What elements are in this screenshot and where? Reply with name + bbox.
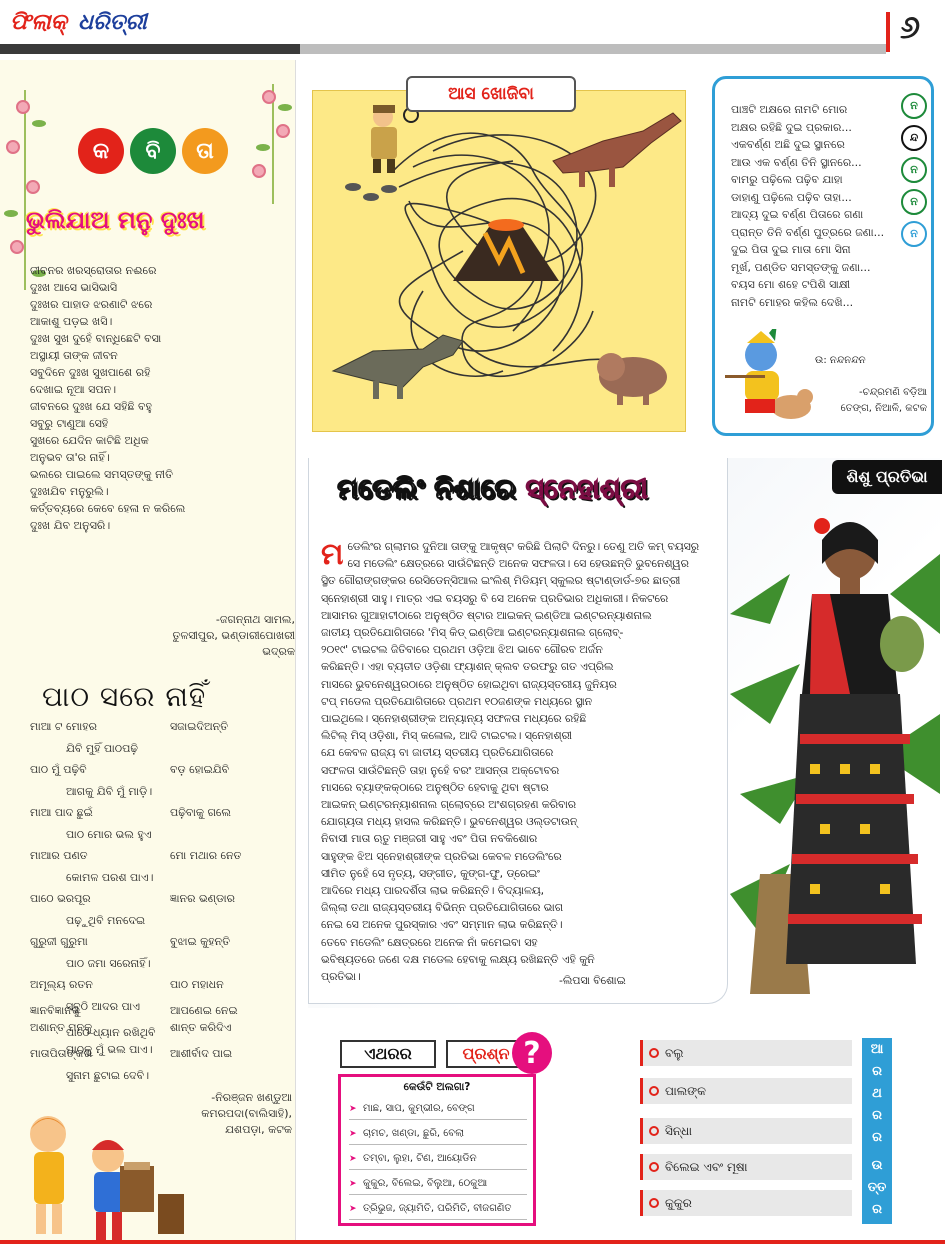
poem-author-address: ତୁଳସୀପୁର, ଭଣ୍ଡାରୀପୋଖରୀ [172, 629, 295, 642]
feature-line: ମାସରେ ବ୍ୟାଙ୍କକ୍‌ଠାରେ ଅନୁଷ୍ଠିତ ହେବାକୁ ଥିବା ଷ୍ଟାର [321, 780, 549, 794]
feature-title [337, 472, 648, 506]
footer-rule [0, 1240, 945, 1244]
feature-line: ତେବେ ମଡେଲିଂ କ୍ଷେତ୍ରରେ ଅନେକ ନାଁ କମେଇବା ସହ [321, 935, 538, 949]
feature-line: ଭବିଷ୍ୟତରେ ଜଣେ ଦକ୍ଷ ମଡେଲ ହେବାକୁ ଲକ୍ଷ୍ୟ ରଖିଛନ୍ତି ଏହି କୁନି [321, 952, 595, 966]
poem2-line: ଶାନ୍ତ କରିଦିଏ [170, 1021, 232, 1034]
logo-text-part2: ଧରିତ୍ରୀ [78, 10, 147, 35]
maze-puzzle [312, 90, 686, 432]
poem2-line: ବୁଝାଇ କୁହନ୍ତି [170, 935, 231, 948]
quiz-option: ➤ ତ୍ରିଭୁଜ, ଜ୍ୟାମିତି, ପରିମିତି, ବୀଜଗଣିତ [349, 1199, 527, 1220]
maze-title-box [406, 76, 576, 112]
riddle-line: ମୂର୍ଖ, ପଣ୍ଡିତ ସମସ୍ତଙ୍କୁ ଜଣା... [731, 260, 871, 274]
poem2-line: ଜ୍ଞାନବିଜ୍ଞାନକୁ [30, 1004, 80, 1017]
answer-bullet-icon [649, 1086, 659, 1096]
answers-side-label [862, 1038, 892, 1224]
quiz-option: ➤ ମାଛ, ସାପ, କୁମ୍ଭୀର, ବେଙ୍ଗ [349, 1099, 527, 1120]
poem2-line: ପାଠ ମୁଁ ପଢ଼ିବି [30, 763, 87, 776]
feature-line: ଡେଲିଂର ଗ୍ଲାମର ଦୁନିଆ ତାଙ୍କୁ ଆକୃଷ୍ଟ କରିଛି ପିଲାଟି ଦିନରୁ। ତେଣୁ ଅତି କମ୍ ବୟସରୁ [347, 540, 699, 553]
side-letter: ର [872, 1130, 882, 1145]
question-mark-icon: ? [512, 1032, 552, 1074]
answer-item [640, 1078, 852, 1104]
feature-line: ଯେ କେବଳ ରାଜ୍ୟ ବା ଜାତୀୟ ସ୍ତରୀୟ ପ୍ରତିଯୋଗିତାରେ [321, 746, 554, 760]
quiz-header-label: ଏଥରର [340, 1040, 436, 1068]
poem2-line: ଆପଣେଇ ନେଇ [170, 1004, 238, 1017]
poem-author [130, 612, 295, 660]
quiz-box [338, 1074, 536, 1226]
feature-line: ଆଦିରେ ମଧ୍ୟ ପାରଦର୍ଶିତା ଲାଭ କରିଛନ୍ତି। ବିଦ୍ୟାଳୟ, [321, 884, 545, 898]
quiz-header-prashna: ପ୍ରଶ୍ନ [446, 1040, 526, 1068]
riddle-letter: ନ୍ଦ [901, 125, 927, 151]
poem2-author [126, 1090, 292, 1138]
quiz-question: କେଉଁଟି ଅଲଗା? [403, 1081, 471, 1093]
maze-title: ଆସ ଖୋଜିବା [448, 84, 534, 104]
riddle-line: ଅକ୍ଷର ରହିଛି ଦୁଇ ପ୍ରକାର... [731, 120, 852, 134]
riddle-letter: ନ [901, 221, 927, 247]
feature-line: ଯୋଗ୍ୟତା ମଧ୍ୟ ହାସଲ କରିଛନ୍ତି। ଭୁବନେଶ୍ୱର ଓଲ୍ଡଟାଉନ୍ [321, 815, 578, 829]
answer-text: ପାଲଙ୍କ [665, 1084, 706, 1098]
feature-title-highlight: ସ୍ନେହାଶ୍ରୀ [525, 472, 648, 505]
badge-label: ଶିଶୁ ପ୍ରତିଭା [846, 467, 928, 486]
feature-line: ଆଇକନ୍ ଇଣ୍ଟରନ୍ୟାଶନାଲ ଗ୍ଲୋବ୍‌ରେ ଅଂଶଗ୍ରହଣ କରିବାର [321, 798, 576, 812]
side-letter: ଉ [871, 1158, 883, 1173]
riddle-line: ଦୁଇ ପିତା ଦୁଇ ମାତା ମୋ ସିନା [731, 243, 851, 256]
poem2-line: ପଢ଼ିବାକୁ ଗଲେ [170, 806, 232, 819]
answer-text: ସିନ୍ଧା [665, 1124, 692, 1138]
poem-body [30, 262, 292, 534]
poem2-row [30, 935, 292, 957]
riddle-letter: ନ [901, 189, 927, 215]
masthead-logo [4, 6, 147, 46]
poem2-row [30, 763, 292, 785]
kavita-letter-ta: ତା [182, 128, 228, 174]
poem2-line: ବଡ଼ ହୋଇଯିବି [170, 763, 230, 776]
feature-line: ପ୍ରତିଭା। [321, 970, 361, 984]
feature-title-plain: ମଡେଲିଂ ନିଶାରେ [337, 472, 526, 505]
answer-text: ବଲୁ [665, 1046, 684, 1060]
feature-line: ଜିଲ୍ଲା ତଥା ରାଜ୍ୟସ୍ତରୀୟ ବିଭିନ୍ନ ପ୍ରତିଯୋଗିତାରେ ଭାଗ [321, 901, 563, 915]
feature-line: ସେ ମଡେଲିଂ କ୍ଷେତ୍ରରେ ସାଉଁଟିଛନ୍ତି ଅନେକ ସଫଳତା। ସେ ହେଉଛନ୍ତି ଭୁବନେଶ୍ୱର [347, 557, 689, 571]
poem2-line: ମାଆ ଟ ମୋହର [30, 720, 97, 733]
riddle-author-name: -ଚନ୍ଦ୍ରମଣି ବଡ଼ିଆ [859, 387, 927, 398]
answer-bullet-icon [649, 1048, 659, 1058]
poem-line: ଜୀବନରେ ଦୁଃଖ ଯେ ସହିଛି ବହୁ [30, 400, 152, 413]
poem2-row [30, 978, 292, 1000]
poem2-row [30, 849, 292, 871]
riddle-letter: ନ [901, 93, 927, 119]
header-divider [886, 12, 890, 52]
feature-line: କରିଛନ୍ତି। ଏହା ବ୍ୟତୀତ ଓଡ଼ିଶା ଫ୍ୟାଶନ୍ କ୍ଲବ ତରଫରୁ ଗତ ଏପ୍ରିଲ [321, 660, 614, 674]
poem2-row [30, 785, 292, 807]
poem2-body-end [30, 1004, 292, 1090]
page-number: ୬ [900, 8, 921, 46]
poem-line: ସବୁରୁ ଟାଣୁଆ ସେହି [30, 417, 109, 430]
feature-line: ପାଇଥିଲେ। ସ୍ନେହାଶ୍ରୀଙ୍କ ଅନ୍ୟାନ୍ୟ ସଫଳତା ମଧ୍ୟରେ ରହିଛି [321, 712, 587, 726]
riddle-author-address: ତେଙ୍ଗ, ନିଆଳି, କଟକ [840, 403, 927, 414]
side-letter: ତ୍ତ [867, 1180, 887, 1195]
feature-line: ସଫଳତା ସାଉଁଟିଛନ୍ତି ତାହା ନୁହେଁ ବରଂ ଆସନ୍ତା ଅକ୍ଟୋବର [321, 763, 560, 777]
feature-text-panel [308, 458, 728, 1004]
poem-line: ଦୁଃଖଯିବ ମନୁରୁଲି। [30, 485, 109, 498]
feature-line: ଲିଟିଲ୍ ମିସ୍ ଓଡ଼ିଶା, ମିସ୍ କଳୋଲ, ଆଦି ଟାଇଟଲ। ସ୍ନେହାଶ୍ରୀ [321, 729, 573, 743]
riddle-letter: ନ [901, 157, 927, 183]
side-letter: ର [872, 1202, 882, 1217]
side-letter: ର [872, 1064, 882, 1079]
riddle-line: ବାମରୁ ପଢ଼ିଲେ ପଢ଼ିବ ଯାହା [731, 173, 843, 186]
feature-line: ନିବାସୀ ମାତା ଋତୁ ମଞ୍ଜରୀ ସାହୁ ଏବଂ ପିତା ନବକିଶୋର [321, 832, 538, 846]
poem2-row [30, 957, 292, 979]
poem-line: ଦୁଃଖର ପାହାଡ ଝରଣାଟି ଝରେ [30, 298, 153, 311]
riddle-line: ବୟସ ମୋ ଶହେ ଟପିଶି ସାକ୍ଷୀ [731, 278, 851, 291]
riddle-line: ଆଉ ଏକ ବର୍ଣ୍ଣ ତିନି ସ୍ଥାନରେ... [731, 155, 862, 169]
feature-body [321, 538, 721, 985]
feature-line: ସ୍ନେହାଶ୍ରୀ ସାହୁ। ମାତ୍ର ଏଇ ବୟସରୁ ବି ସେ ଅନେକ ପ୍ରତିଭାର ଅଧିକାରୀ। ନିକଟରେ [321, 591, 669, 605]
answer-item [640, 1190, 852, 1216]
poem-line: ଦୁଃଖ ସୁଖ ଦୁହେଁ ବାନ୍ଧିଛେଟି ବସା [30, 332, 162, 345]
poem2-line: ସୁନାମ ଛୁଟାଇ ଦେବି। [66, 1068, 150, 1082]
poem2-row [30, 720, 292, 742]
side-letter: ଥ [872, 1086, 882, 1101]
poem2-line: ମାଆର ପଣତ [30, 849, 88, 862]
answer-bullet-icon [649, 1162, 659, 1172]
quiz-option: ➤ ଚାମଚ, ଖଣ୍ଡା, ଛୁରି, ବେଲା [349, 1124, 527, 1145]
poem2-row [30, 828, 292, 850]
feature-author: -ଲିପସା ବିଶୋଇ [559, 974, 626, 987]
poem2-line: ଯିବି ମୁହିଁ ପାଠପଢ଼ି [66, 741, 138, 755]
poem-line: ଜୀବନର ଖରସ୍ରୋତାର ନଈରେ [30, 264, 157, 277]
logo-text-part1: ଫିଲାକ୍ [10, 10, 67, 35]
poem2-line: ପାଠ ମହାଧନ [170, 978, 224, 991]
quiz-option: ➤ କୁକୁର, ବିଲେଇ, ବିଲୁଆ, ଠେକୁଆ [349, 1174, 527, 1195]
poem2-line: ମାତାପିତାଙ୍କର [30, 1047, 93, 1060]
poem-title: ଭୁଲିଯାଅ ମନୁ ଦୁଃଖ [26, 206, 205, 234]
poem-line: ଭଲରେ ପାଇଲେ ସମସ୍ତଙ୍କୁ ନୀତି [30, 468, 174, 481]
answer-item [640, 1154, 852, 1180]
answer-bullet-icon [649, 1126, 659, 1136]
poem2-line: ସଜାଇଦିଅନ୍ତି [170, 720, 229, 733]
poem-line: ଅନୁଭବ ତା'ର ନାହିଁ। [30, 451, 110, 464]
poem2-line: ଗୁରୁଜୀ ଗୁରୁମା [30, 935, 88, 948]
riddle-line: ନାମଟି ମୋହର କହିଲ ଦେଖି... [731, 295, 854, 309]
side-letter: ର [872, 1108, 882, 1123]
riddle-answer: ଉ: ନନ୍ଦନନ୍ଦନ [815, 355, 866, 366]
poem2-author-name: -ନିରଞ୍ଜନ ଖଣ୍ଡୁଆ [211, 1091, 292, 1104]
riddle-line: ଡାହାଣୁ ପଢ଼ିଲେ ପଢ଼ିବ ତାହା... [731, 190, 852, 204]
poem2-row [30, 1069, 292, 1091]
poem2-author-city: ଯଶପଡ଼ା, କଟକ [225, 1123, 292, 1136]
maze-illustration [313, 91, 687, 433]
poem2-line: ମୋ ମଥାର ନେତ [170, 849, 242, 862]
feature-line: ଜାତୀୟ ପ୍ରତିଯୋଗିତାରେ 'ମିସ୍ କିଡ୍ ଇଣ୍ଡିଆ ଇଣ୍ଟରନ୍ୟାଶନାଲ ଗ୍ଲୋବ୍- [321, 626, 624, 640]
poem2-line: ମାଆ ପାଦ ଛୁଇଁ [30, 806, 93, 819]
poem2-line: ପାଠ ଜମା ସରେନାହିଁ। [66, 956, 151, 970]
shishu-pratibha-badge [832, 460, 942, 494]
poem-author-name: -ଜଗନ୍ନାଥ ସାମଲ, [215, 613, 295, 626]
answer-item [640, 1040, 852, 1066]
poem2-title: ପାଠ ସରେ ନାହିଁ [42, 680, 207, 713]
feature-line: ମାସରେ ଭୁବନେଶ୍ୱରଠାରେ ଅନୁଷ୍ଠିତ ହୋଇଥିବା ରାଜ୍ୟସ୍ତରୀୟ ଜୁନିୟର [321, 677, 617, 691]
quiz-header [340, 1034, 554, 1072]
riddle-line: ପ୍ରାନ୍ତ ତିନି ବର୍ଣ୍ଣ ପୁତ୍ରରେ ଜଣା... [731, 225, 885, 239]
riddle-box [712, 76, 934, 436]
kavita-letter-bi: ବି [130, 128, 176, 174]
poem2-line: ଆଗକୁ ଯିବି ମୁଁ ମାଡ଼ି। [66, 784, 153, 798]
poem2-line: ପାଠକୁ ମୁଁ ଭଲ ପାଏ। [66, 1042, 153, 1056]
poem-line: ସୁଖରେ ଯେଦିନ କାଟିଛି ଅଧିକ [30, 434, 149, 447]
quiz-option: ➤ ତମ୍ବା, ଲୁହା, ଟିଣ, ଆୟୋଡିନ [349, 1149, 527, 1170]
feature-line: ନେଇ ସେ ଅନେକ ପୁରସ୍କାର ଏବଂ ସମ୍ମାନ ଲାଭ କରିଛନ୍ତି। [321, 918, 563, 932]
feature-line: ଆସାମର ଗୁଆହାଟୀଠାରେ ଅନୁଷ୍ଠିତ ଷ୍ଟାର ଆଇକନ୍ ଇଣ୍ଡିଆ ଇଣ୍ଟରନ୍ୟାଶନାଲ [321, 608, 652, 622]
header-bar-light [300, 44, 886, 54]
poem2-line: ଅମୂଲ୍ୟ ରତନ [30, 978, 93, 991]
poem2-line: ପାଠେ ଧ୍ୟାନ ରଖିଥିବି [66, 1025, 156, 1039]
answer-item [640, 1118, 852, 1144]
feature-line: ସ୍ଥିତ ଗୌରାଙ୍ଗଙ୍କର ରେସିଡେନ୍‌ସିଆଲ ଇଂଲିଶ୍ ମିଡିୟମ୍ ସ୍କୁଲର ଷ୍ଟାଣ୍ଡାର୍ଡ-୭ର ଛାତ୍ରୀ [321, 574, 681, 588]
poem2-line: ପଢ଼ୁଥିବି ମନଦେଇ [66, 913, 146, 927]
poem2-row [30, 892, 292, 914]
girl-in-traditional-dress-photo [730, 494, 940, 1006]
header-bar-dark [0, 44, 300, 54]
poem-author-district: ଭଦ୍ରକ [262, 645, 295, 658]
poem2-row [30, 742, 292, 764]
poem2-row [30, 1026, 292, 1048]
poem2-line: ଅଶାନ୍ତ ମନକୁ [30, 1021, 93, 1034]
answer-bullet-icon [649, 1198, 659, 1208]
poem-line: ଆକାଶୁ ପଡ଼ଇ ଖସି। [30, 315, 113, 328]
poem2-row [30, 871, 292, 893]
poem2-line: ପାଠ ମୋର ଭଲ ହୁଏ [66, 827, 152, 841]
side-letter: ଆ [870, 1042, 884, 1057]
poem-line: ଦୁଃଖ ଆସେ ଭାସିଭାସି [30, 281, 118, 294]
riddle-line: ଏକବର୍ଣ୍ଣ ଅଛି ଦୁଇ ସ୍ଥାନରେ [731, 138, 845, 151]
feature-line: ଟପ୍ ମଡେଲ ପ୍ରତିଯୋଗିତାରେ ପ୍ରଥମ ୧୦ଜଣଙ୍କ ମଧ୍ୟରେ ସ୍ଥାନ [321, 694, 593, 708]
answer-text: ବିଲେଇ ଏବଂ ମୂଷା [665, 1160, 748, 1174]
poem2-line: ପାଠେ ଭରପୂର [30, 892, 91, 905]
answer-text: କୁକୁର [665, 1196, 692, 1210]
poem2-row [30, 914, 292, 936]
poem2-row [30, 806, 292, 828]
poem2-row [30, 1004, 292, 1026]
riddle-text [731, 101, 911, 311]
poem-line: ଅସ୍ଥାୟୀ ତାଙ୍କ ଜୀବନ [30, 349, 118, 362]
feature-line: ୨୦୧୯' ଟାଇଟଲ ଜିତିବାରେ ପ୍ରଥମ ଓଡ଼ିଆ ଝିଅ ଭାବେ ଗୌରବ ଅର୍ଜନ [321, 643, 603, 657]
poem2-line: ଜ୍ଞାନର ଭଣ୍ଡାର [170, 892, 235, 905]
feature-line: ସାହୁଙ୍କ ଝିଅ ସ୍ନେହାଶ୍ରୀଙ୍କ ପ୍ରତିଭା କେବଳ ମଡେଲିଂରେ [321, 849, 562, 863]
riddle-line: ପାଞ୍ଚଟି ଅକ୍ଷରେ ନାମଟି ମୋର [731, 103, 848, 116]
riddle-line: ଆଦ୍ୟ ଦୁଇ ବର୍ଣ୍ଣ ପିତାରେ ଗଣା [731, 208, 864, 221]
poem-line: ଦେଖାଇ ନୂଆ ସପନ। [30, 383, 117, 396]
poem2-author-address: କମରପଦା(ବାଲିସାହି), [201, 1107, 292, 1120]
poem2-line: ଆଶୀର୍ବାଦ ପାଇ [170, 1047, 233, 1060]
poem2-line: କୋମଳ ପରଶ ପାଏ। [66, 870, 154, 884]
poem2-line: ସବୁଠି ଆଦର ପାଏ [66, 999, 141, 1013]
kavita-letter-ka: କ [78, 128, 124, 174]
poem-line: ଦୁଃଖ ଯିବ ଅନୁସରି। [30, 519, 111, 532]
feature-line: ସୀମିତ ନୁହେଁ ସେ ନୃତ୍ୟ, ସଙ୍ଗୀତ, କୁଙ୍ଗ-ଫୁ, ଡ୍ରେଇଂ [321, 866, 540, 880]
riddle-author [801, 385, 927, 417]
poem-line: କର୍ତ୍ତବ୍ୟରେ କେବେ ହେଳା ନ କରିଲେ [30, 502, 186, 515]
poem2-row [30, 1047, 292, 1069]
feature-dropcap: ମ [321, 537, 344, 572]
poem-line: ସବୁଦିନେ ଦୁଃଖ ସୁଖପାଶେ ରହି [30, 366, 151, 379]
